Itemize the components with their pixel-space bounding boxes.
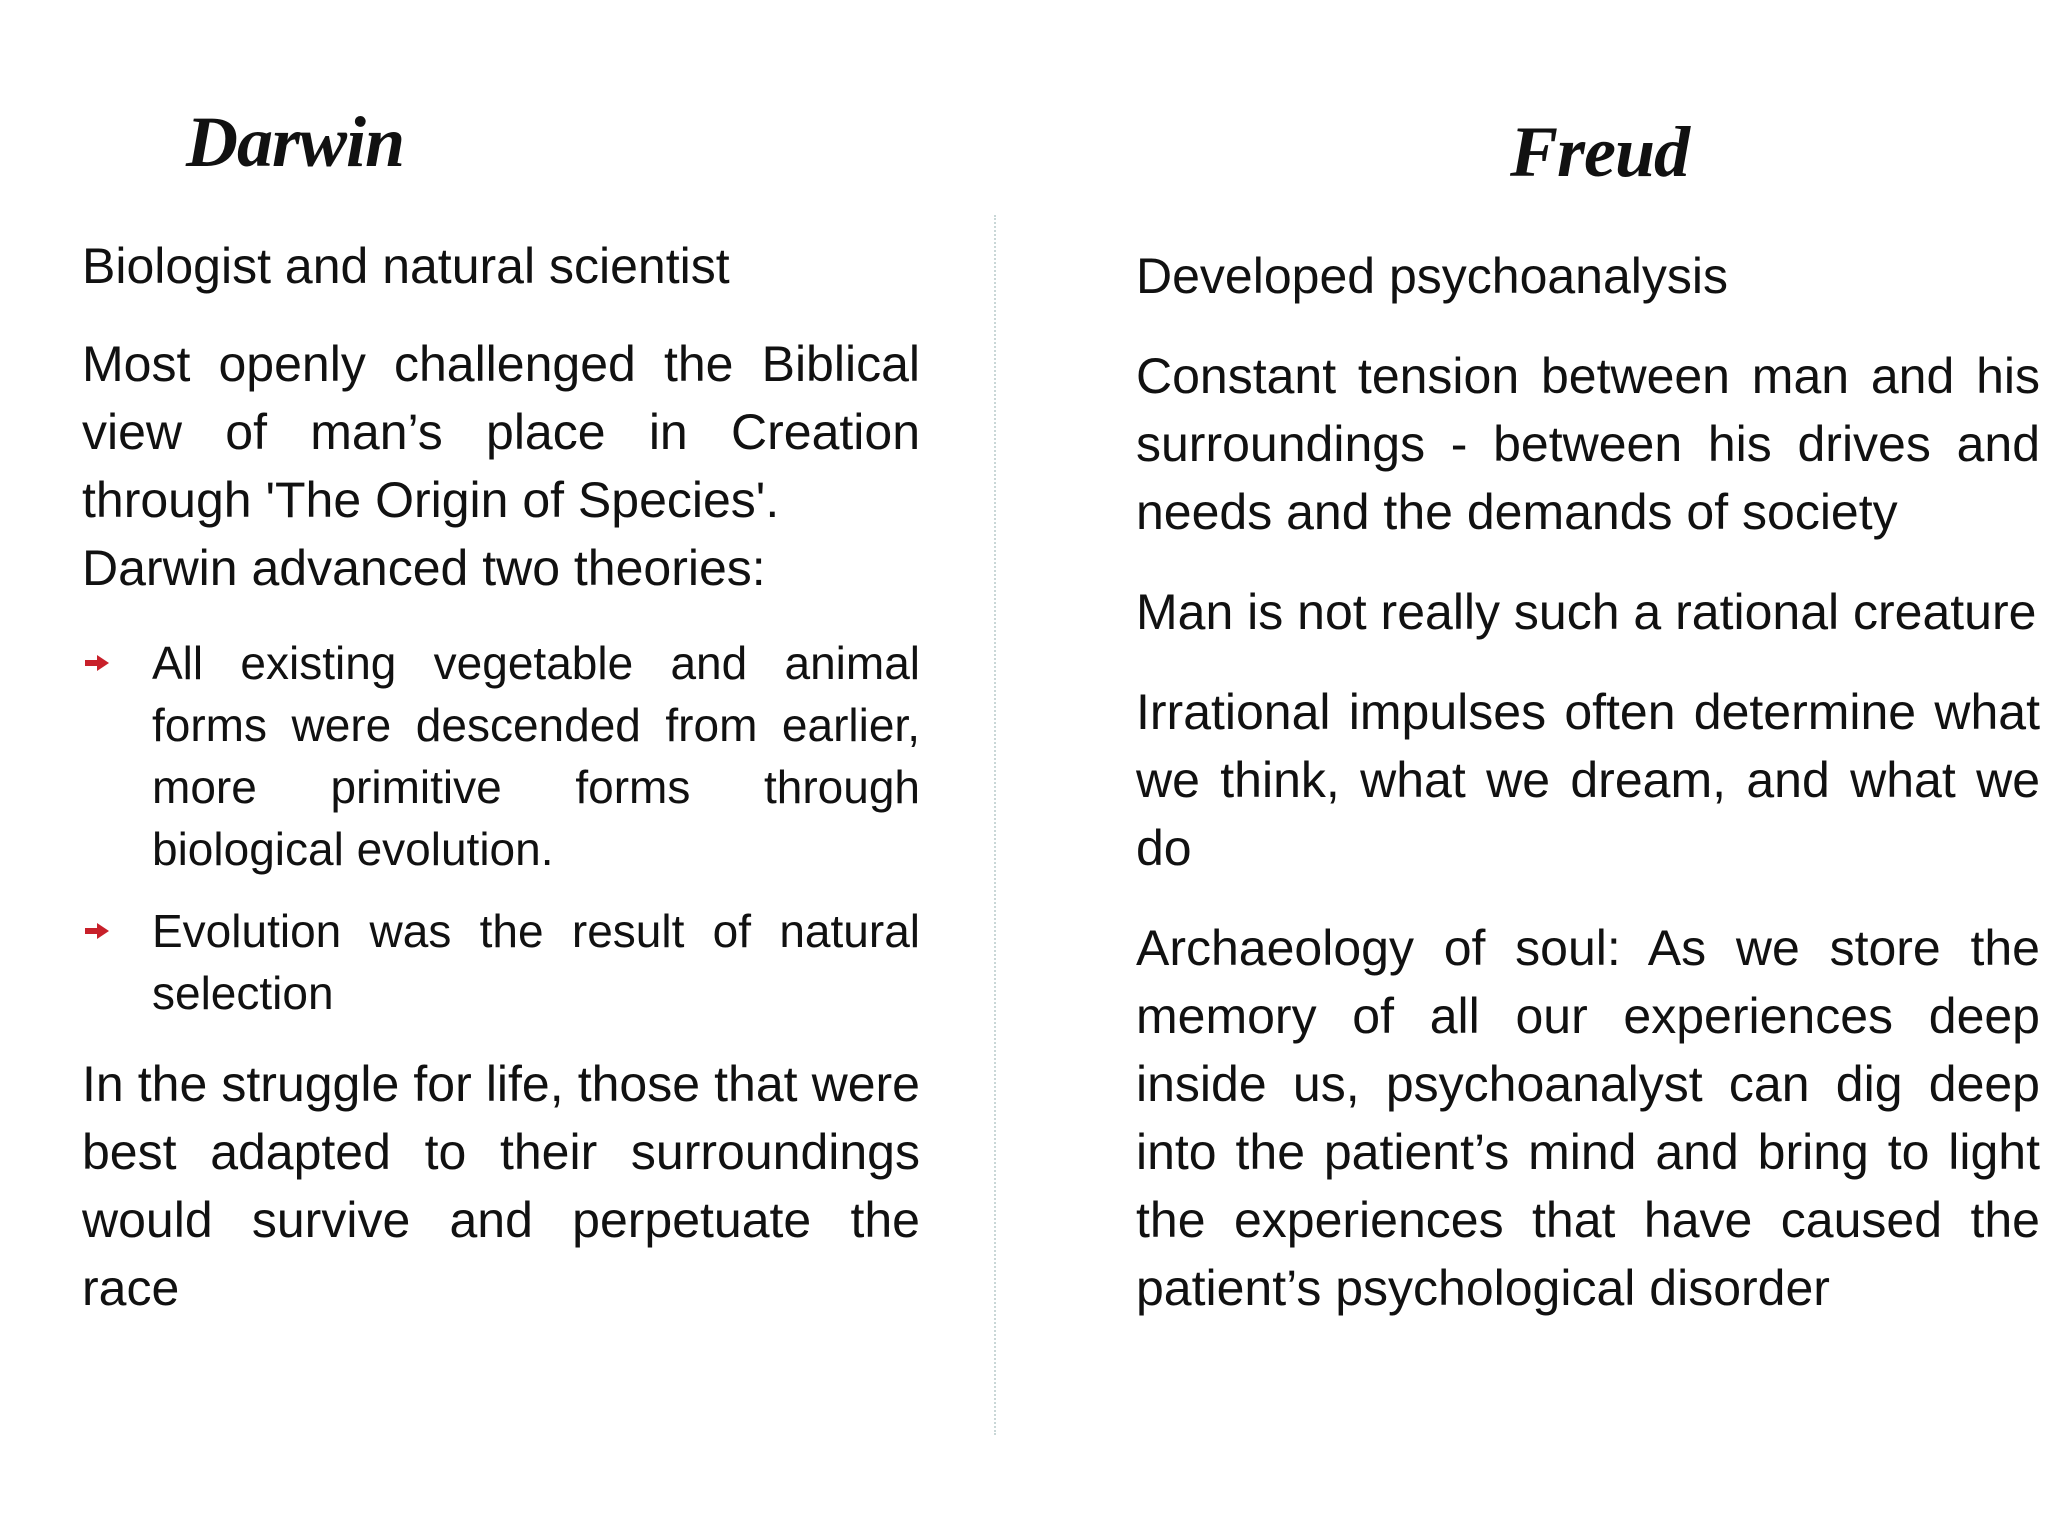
freud-paragraph: Irrational impulses often determine what we think, what we dream, and what we do bbox=[1136, 684, 2040, 876]
freud-paragraph: Archaeology of soul: As we store the memory of all our experiences deep inside us, psychoanalyst can dig deep into the patient’s mind and bring to light the experiences that have caused the patient’s psychological disorder bbox=[1136, 920, 2040, 1316]
red-arrow-bullet-icon bbox=[84, 921, 110, 941]
column-divider bbox=[994, 215, 996, 1435]
darwin-intro: Biologist and natural scientist bbox=[82, 238, 730, 294]
bullet-text: All existing vegetable and animal forms were descended from earlier, more primitive forms through biological evolution. bbox=[152, 637, 920, 875]
darwin-column bbox=[82, 232, 920, 1352]
darwin-paragraph-theories: Darwin advanced two theories: bbox=[82, 540, 766, 596]
darwin-paragraph-struggle: In the struggle for life, those that were best adapted to their surroundings would survive and perpetuate the race bbox=[82, 1056, 920, 1316]
darwin-paragraph-challenge: Most openly challenged the Biblical view of man’s place in Creation through 'The Origin of Species'. bbox=[82, 336, 920, 528]
freud-paragraph: Man is not really such a rational creature bbox=[1136, 584, 2037, 640]
list-item bbox=[82, 900, 920, 1024]
list-item bbox=[82, 632, 920, 880]
freud-paragraph: Developed psychoanalysis bbox=[1136, 248, 1729, 304]
darwin-heading: Darwin bbox=[186, 102, 405, 182]
red-arrow-bullet-icon bbox=[84, 653, 110, 673]
freud-heading: Freud bbox=[1510, 112, 1690, 192]
bullet-text: Evolution was the result of natural selection bbox=[152, 905, 920, 1019]
freud-column bbox=[1136, 242, 2040, 1354]
darwin-theories-list bbox=[82, 632, 920, 1024]
freud-paragraph: Constant tension between man and his surroundings - between his drives and needs and the demands of society bbox=[1136, 348, 2040, 540]
